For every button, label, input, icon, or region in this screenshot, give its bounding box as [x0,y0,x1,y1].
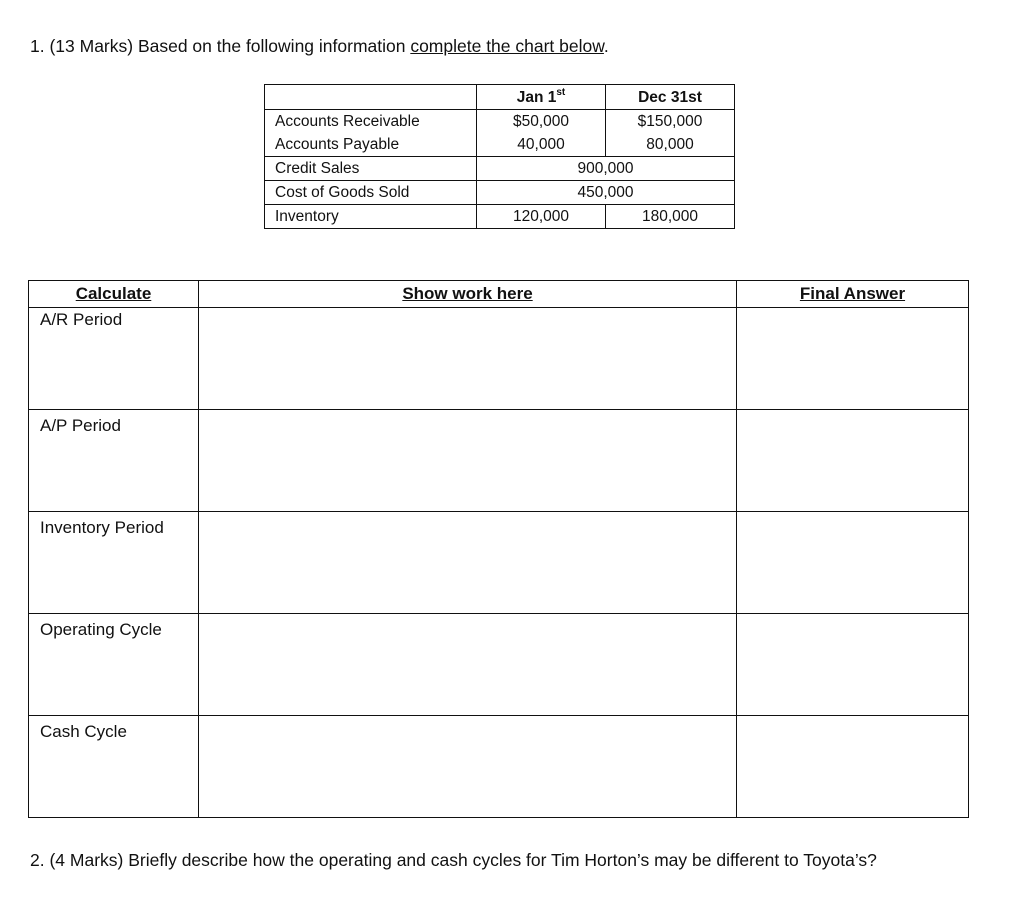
info-label: Inventory [265,205,477,229]
calculate-cell [29,614,199,716]
info-jan-value: 120,000 [477,205,606,229]
info-row-credit-sales [265,157,735,181]
info-label: Credit Sales [265,157,477,181]
work-table [28,280,969,818]
calculate-label: A/R Period [40,310,123,329]
info-row-ap [265,133,735,157]
calculate-cell [29,512,199,614]
work-cell[interactable] [199,512,737,614]
question-1-prefix: 1. (13 Marks) Based on the following information [30,36,411,56]
info-label: Accounts Payable [265,133,477,157]
calculate-cell [29,716,199,818]
work-row-ap-period [29,410,969,512]
question-2: 2. (4 Marks) Briefly describe how the operating and cash cycles for Tim Horton’s may be different to Toyota’s? [30,850,877,870]
info-header-dec: Dec 31st [606,85,735,110]
work-row-operating-cycle [29,614,969,716]
work-header-final-answer: Final Answer [737,281,969,308]
info-header-blank [265,85,477,110]
info-label: Cost of Goods Sold [265,181,477,205]
work-row-ar-period [29,308,969,410]
info-dec-value: 80,000 [606,133,735,157]
calculate-label: Inventory Period [40,518,164,537]
info-jan-value: 40,000 [477,133,606,157]
calculate-label: Operating Cycle [40,620,162,639]
work-cell[interactable] [199,410,737,512]
work-row-inventory-period [29,512,969,614]
work-cell[interactable] [199,716,737,818]
work-header-calculate: Calculate [29,281,199,308]
answer-cell[interactable] [737,716,969,818]
info-combined-value: 900,000 [477,157,735,181]
info-combined-value: 450,000 [477,181,735,205]
info-table [264,84,735,229]
work-cell[interactable] [199,614,737,716]
calculate-cell [29,308,199,410]
question-1-suffix: . [603,36,609,56]
answer-cell[interactable] [737,410,969,512]
calculate-label: A/P Period [40,416,121,435]
info-dec-value: $150,000 [606,110,735,134]
question-1-underlined: complete the chart below [410,36,604,56]
info-row-ar [265,110,735,134]
work-cell[interactable] [199,308,737,410]
info-dec-value: 180,000 [606,205,735,229]
work-row-cash-cycle [29,716,969,818]
question-1 [30,36,609,57]
work-header-show-work: Show work here [199,281,737,308]
answer-cell[interactable] [737,614,969,716]
answer-cell[interactable] [737,512,969,614]
info-label: Accounts Receivable [265,110,477,134]
info-row-cogs [265,181,735,205]
info-jan-value: $50,000 [477,110,606,134]
calculate-label: Cash Cycle [40,722,127,741]
calculate-cell [29,410,199,512]
info-header-jan: Jan 1st [477,85,606,110]
answer-cell[interactable] [737,308,969,410]
info-row-inventory [265,205,735,229]
